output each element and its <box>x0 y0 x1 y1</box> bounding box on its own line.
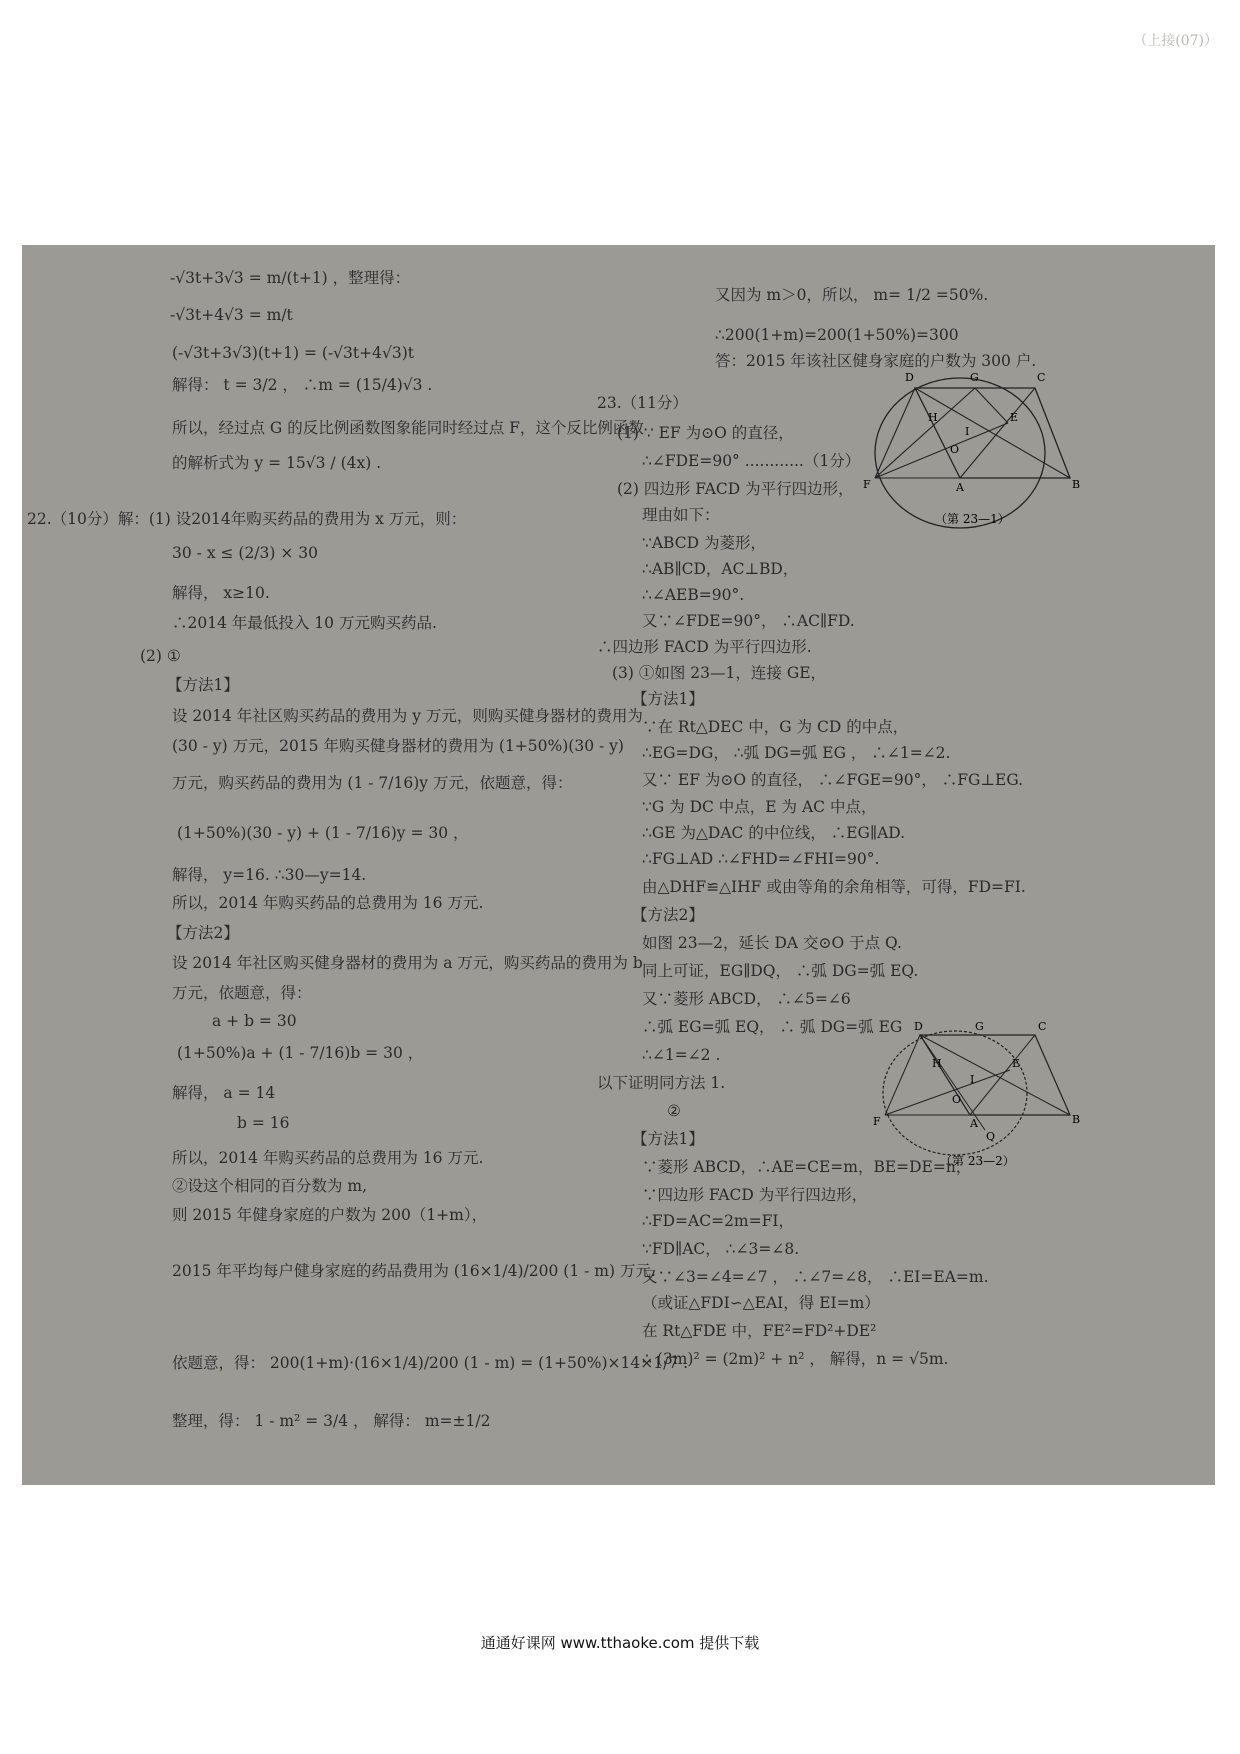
right-line: 又∵菱形 ABCD， ∴∠5=∠6 <box>642 990 851 1008</box>
fig1-label-h: H <box>928 411 938 424</box>
fig2-label-g: G <box>975 1020 984 1033</box>
right-line: (2) 四边形 FACD 为平行四边形， <box>617 480 854 498</box>
right-line: 由△DHF≌△IHF 或由等角的余角相等，可得，FD=FI. <box>642 878 1026 896</box>
fig1-label-o: O <box>950 443 960 456</box>
fig2-caption: （第 23—2） <box>940 1154 1015 1168</box>
fig1-label-a: A <box>956 481 964 494</box>
left-line: b = 16 <box>237 1114 290 1132</box>
right-line: (3) ①如图 23—1，连接 GE， <box>612 664 827 682</box>
right-line: 又∵∠FDE=90°， ∴AC∥FD. <box>642 612 855 630</box>
right-line: ∴∠AEB=90°. <box>642 586 745 604</box>
fig2-label-c: C <box>1038 1020 1047 1033</box>
right-line: ∴FG⊥AD ∴∠FHD=∠FHI=90°. <box>642 850 880 868</box>
header-ghost: （上接(07)） <box>1133 33 1218 49</box>
right-line: 答：2015 年该社区健身家庭的户数为 300 户. <box>715 352 1037 370</box>
left-line: (30 - y) 万元，2015 年购买健身器材的费用为 (1+50%)(30 - y) <box>172 737 624 755</box>
fig1-label-d: D <box>905 371 914 384</box>
left-line: (1+50%)a + (1 - 7/16)b = 30 ， <box>177 1044 424 1062</box>
right-line: 又∵∠3=∠4=∠7 ， ∴∠7=∠8， ∴EI=EA=m. <box>642 1268 989 1286</box>
right-line: 理由如下： <box>642 506 720 524</box>
left-line: -√3t+4√3 = m/t <box>170 306 293 324</box>
left-line: 解得， y=16. ∴30—y=14. <box>172 866 367 884</box>
right-line: 【方法1】 <box>632 690 704 708</box>
right-line: ∴AB∥CD，AC⊥BD， <box>642 560 799 578</box>
right-line: 以下证明同方法 1. <box>597 1074 726 1092</box>
right-line: ∵四边形 FACD 为平行四边形， <box>642 1186 868 1204</box>
left-line: -√3t+3√3 = m/(t+1) ，整理得： <box>170 269 411 287</box>
right-line: 【方法2】 <box>632 906 704 924</box>
right-line: ∵G 为 DC 中点，E 为 AC 中点， <box>642 798 877 816</box>
left-line: 依题意，得： 200(1+m)·(16×1/4)/200 (1 - m) = (1+50%)×14×1/7 . <box>172 1354 689 1372</box>
fig1-caption: （第 23—1） <box>935 512 1010 526</box>
right-line: (1) ∵ EF 为⊙O 的直径， <box>617 424 794 442</box>
scanned-answer-sheet <box>22 245 1215 1485</box>
fig1-label-g: G <box>970 371 979 384</box>
left-line: 【方法1】 <box>167 676 239 694</box>
left-line: (2) ① <box>140 647 181 665</box>
left-line: 【方法2】 <box>167 924 239 942</box>
left-line: ②设这个相同的百分数为 m, <box>172 1177 368 1195</box>
fig2-label-q: Q <box>986 1130 996 1143</box>
left-line: 设 2014 年社区购买药品的费用为 y 万元，则购买健身器材的费用为 <box>172 707 643 725</box>
figure-23-1 <box>860 363 1210 543</box>
left-line: 整理，得： 1 - m² = 3/4 ， 解得： m=±1/2 <box>172 1412 491 1430</box>
fig2-label-a: A <box>970 1117 978 1130</box>
figure-23-2 <box>870 1015 1210 1195</box>
right-line: ② <box>667 1102 681 1120</box>
left-line: 22.（10分）解：(1) 设2014年购买药品的费用为 x 万元，则： <box>27 510 467 528</box>
right-line: ∴ (3m)² = (2m)² + n² ， 解得，n = √5m. <box>642 1350 949 1368</box>
circle-o <box>875 378 1045 528</box>
fig1-label-b: B <box>1072 478 1081 491</box>
right-line: （或证△FDI∽△EAI，得 EI=m） <box>642 1294 880 1312</box>
footer-credit: 通通好课网 www.tthaoke.com 提供下载 <box>480 1634 760 1652</box>
left-line: 解得， x≥10. <box>172 584 270 602</box>
right-line: 在 Rt△FDE 中，FE²=FD²+DE² <box>642 1322 877 1340</box>
right-line: ∴FD=AC=2m=FI， <box>642 1212 794 1230</box>
left-line: 的解析式为 y = 15√3 / (4x) . <box>172 454 382 472</box>
fig1-label-i: I <box>965 425 970 438</box>
right-line: 同上可证，EG∥DQ， ∴弧 DG=弧 EQ. <box>642 962 919 980</box>
fig2-label-e: E <box>1012 1057 1021 1070</box>
right-line: ∵FD∥AC， ∴∠3=∠8. <box>642 1240 800 1258</box>
right-line: ∴∠1=∠2 . <box>642 1046 721 1064</box>
left-line: 2015 年平均每户健身家庭的药品费用为 (16×1/4)/200 (1 - m) 万元. <box>172 1262 656 1280</box>
right-line: ∴四边形 FACD 为平行四边形. <box>597 638 812 656</box>
fig2-label-f: F <box>873 1115 881 1128</box>
left-line: 所以，经过点 G 的反比例函数图象能同时经过点 F，这个反比例函数 <box>172 419 644 437</box>
left-line: 所以，2014 年购买药品的总费用为 16 万元. <box>172 894 484 912</box>
right-line: ∵菱形 ABCD，∴AE=CE=m，BE=DE=n， <box>642 1158 972 1176</box>
fig2-label-b: B <box>1072 1113 1081 1126</box>
left-line: 30 - x ≤ (2/3) × 30 <box>172 544 319 562</box>
right-line: ∴弧 EG=弧 EQ， ∴ 弧 DG=弧 EG <box>642 1018 903 1036</box>
right-line: 如图 23—2，延长 DA 交⊙O 于点 Q. <box>642 934 902 952</box>
right-line: ∵在 Rt△DEC 中，G 为 CD 的中点， <box>642 718 909 736</box>
left-line: 设 2014 年社区购买健身器材的费用为 a 万元，购买药品的费用为 b <box>172 954 643 972</box>
left-line: (1+50%)(30 - y) + (1 - 7/16)y = 30 ， <box>177 824 469 842</box>
fig2-label-h: H <box>932 1057 942 1070</box>
right-line: ∵ABCD 为菱形， <box>642 534 766 552</box>
fig1-label-c: C <box>1037 371 1046 384</box>
right-line: 又∵ EF 为⊙O 的直径， ∴∠FGE=90°， ∴FG⊥EG. <box>642 771 1024 789</box>
left-line: a + b = 30 <box>212 1012 297 1030</box>
left-line: 所以，2014 年购买药品的总费用为 16 万元. <box>172 1149 484 1167</box>
fig2-label-o: O <box>952 1093 962 1106</box>
left-line: 解得， a = 14 <box>172 1084 276 1102</box>
right-line: 又因为 m＞0，所以， m= 1/2 =50%. <box>715 286 989 304</box>
left-line: (-√3t+3√3)(t+1) = (-√3t+4√3)t <box>172 344 415 362</box>
right-line: ∴EG=DG， ∴弧 DG=弧 EG ， ∴∠1=∠2. <box>642 744 951 762</box>
fig2-label-i: I <box>970 1073 975 1086</box>
right-line: ∴GE 为△DAC 的中位线， ∴EG∥AD. <box>642 824 906 842</box>
right-line: ∴200(1+m)=200(1+50%)=300 <box>715 326 959 344</box>
right-line: 23.（11分） <box>597 394 688 412</box>
fig1-label-e: E <box>1010 411 1019 424</box>
right-line: 【方法1】 <box>632 1130 704 1148</box>
right-line: ∴∠FDE=90° ............（1分） <box>642 452 861 470</box>
left-line: 万元，购买药品的费用为 (1 - 7/16)y 万元，依题意，得： <box>172 774 573 792</box>
left-line: 万元，依题意，得： <box>172 984 312 1002</box>
left-line: 解得： t = 3/2 ， ∴m = (15/4)√3 . <box>172 376 433 394</box>
left-line: ∴2014 年最低投入 10 万元购买药品. <box>172 614 437 632</box>
left-line: 则 2015 年健身家庭的户数为 200（1+m）， <box>172 1206 488 1224</box>
fig1-label-f: F <box>863 478 871 491</box>
fig2-label-d: D <box>914 1020 923 1033</box>
